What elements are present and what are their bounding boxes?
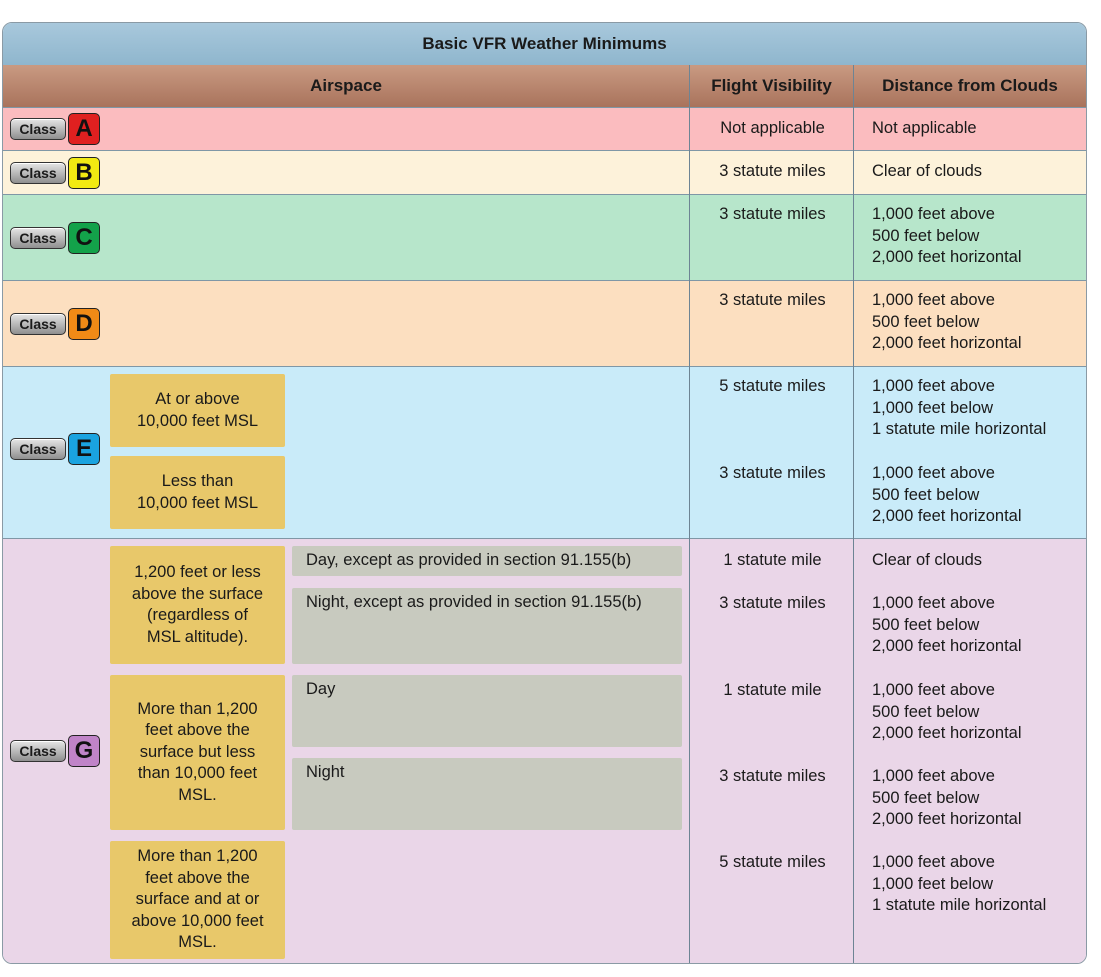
row-class-d [3,280,1086,366]
altitude-box: 1,200 feet or less above the surface (regardless of MSL altitude). [110,546,285,664]
clouds-value: 1,000 feet above 500 feet below 2,000 feet horizontal [872,291,1022,352]
header-visibility: Flight Visibility [711,76,832,95]
class-letter: E [68,433,100,465]
altitude-box: More than 1,200 feet above the surface and at or above 10,000 feet MSL. [110,841,285,959]
class-label: Class [10,118,66,140]
clouds-value: 1,000 feet above 1,000 feet below 1 statute mile horizontal [872,853,1047,914]
visibility-value: 5 statute miles [719,377,826,395]
condition-box: Night, except as provided in section 91.155(b) [292,588,682,664]
row-class-b [3,150,1086,194]
class-label: Class [10,227,66,249]
class-b-badge [10,157,100,189]
vfr-minimums-table [2,22,1087,964]
class-letter: C [68,222,100,254]
altitude-box: More than 1,200 feet above the surface but less than 10,000 feet MSL. [110,675,285,830]
visibility-value: 3 statute miles [719,767,826,785]
clouds-value: 1,000 feet above 1,000 feet below 1 statute mile horizontal [872,377,1047,438]
class-d-badge [10,308,100,340]
class-letter: A [68,113,100,145]
visibility-value: 3 statute miles [719,205,826,223]
table-header [3,65,1086,108]
row-class-g [3,538,1086,964]
table-title: Basic VFR Weather Minimums [3,23,1086,65]
visibility-value: 1 statute mile [723,681,822,699]
altitude-box: At or above 10,000 feet MSL [110,374,285,447]
row-class-c [3,194,1086,280]
clouds-value: 1,000 feet above 500 feet below 2,000 feet horizontal [872,594,1022,655]
clouds-value: 1,000 feet above 500 feet below 2,000 feet horizontal [872,681,1022,742]
visibility-value: 3 statute miles [719,464,826,482]
visibility-value: 3 statute miles [719,291,826,309]
clouds-value: Clear of clouds [872,551,983,569]
row-class-e [3,366,1086,538]
clouds-value: 1,000 feet above 500 feet below 2,000 feet horizontal [872,767,1022,828]
class-e-badge [10,433,100,465]
visibility-value: 5 statute miles [719,853,826,871]
class-letter: B [68,157,100,189]
clouds-value: Not applicable [872,119,977,137]
visibility-value: 1 statute mile [723,551,822,569]
clouds-value: 1,000 feet above 500 feet below 2,000 feet horizontal [872,205,1022,266]
clouds-value: 1,000 feet above 500 feet below 2,000 feet horizontal [872,464,1022,525]
clouds-value: Clear of clouds [872,162,983,180]
class-letter: D [68,308,100,340]
row-class-a [3,107,1086,150]
class-letter: G [68,735,100,767]
class-g-badge [10,735,100,767]
class-label: Class [10,438,66,460]
altitude-box: Less than 10,000 feet MSL [110,456,285,529]
condition-box: Day [292,675,682,747]
class-c-badge [10,222,100,254]
condition-box: Day, except as provided in section 91.155(b) [292,546,682,576]
visibility-value: 3 statute miles [719,162,826,180]
column-divider [853,65,854,963]
class-label: Class [10,740,66,762]
class-label: Class [10,313,66,335]
column-divider [689,65,690,963]
class-a-badge [10,113,100,145]
condition-box: Night [292,758,682,830]
visibility-value: Not applicable [720,119,825,137]
visibility-value: 3 statute miles [719,594,826,612]
header-clouds: Distance from Clouds [882,76,1058,95]
class-label: Class [10,162,66,184]
header-airspace: Airspace [310,76,382,95]
